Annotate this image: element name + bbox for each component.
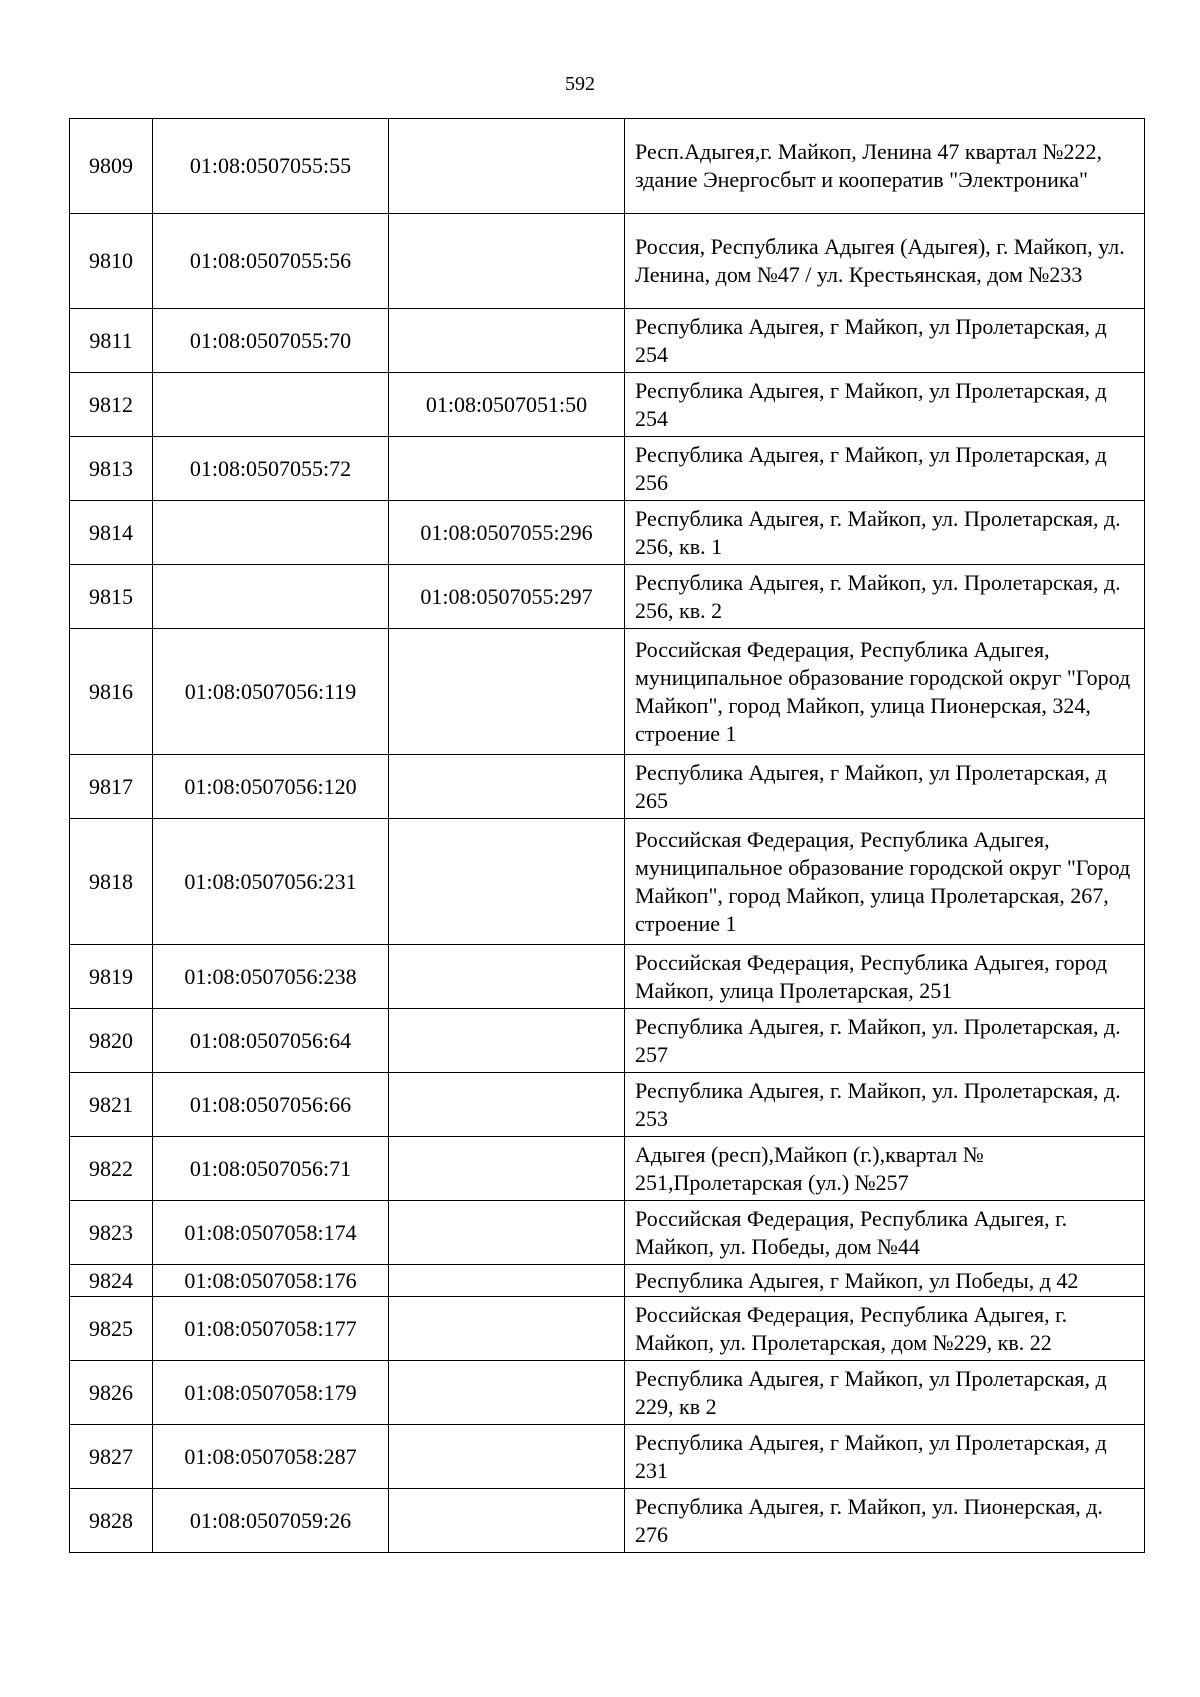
row-number: 9824: [70, 1265, 153, 1297]
address-cell: Республика Адыгея, г. Майкоп, ул. Пролетарская, д. 253: [625, 1073, 1145, 1137]
table-row: [70, 437, 1145, 501]
row-number: 9827: [70, 1425, 153, 1489]
table-row: [70, 214, 1145, 309]
object-cadastral-number: [389, 1361, 625, 1425]
land-cadastral-number: 01:08:0507058:179: [153, 1361, 389, 1425]
table-row: [70, 1137, 1145, 1201]
land-cadastral-number: 01:08:0507058:177: [153, 1297, 389, 1361]
table-row: [70, 755, 1145, 819]
land-cadastral-number: 01:08:0507059:26: [153, 1489, 389, 1553]
row-number: 9812: [70, 373, 153, 437]
object-cadastral-number: [389, 1073, 625, 1137]
land-cadastral-number: 01:08:0507056:64: [153, 1009, 389, 1073]
land-cadastral-number: 01:08:0507058:174: [153, 1201, 389, 1265]
address-cell: Республика Адыгея, г Майкоп, ул Пролетарская, д 231: [625, 1425, 1145, 1489]
row-number: 9826: [70, 1361, 153, 1425]
row-number: 9814: [70, 501, 153, 565]
table-row: [70, 373, 1145, 437]
row-number: 9818: [70, 819, 153, 945]
land-cadastral-number: 01:08:0507055:70: [153, 309, 389, 373]
table-row: [70, 819, 1145, 945]
address-cell: Российская Федерация, Республика Адыгея, г. Майкоп, ул. Победы, дом №44: [625, 1201, 1145, 1265]
land-cadastral-number: [153, 501, 389, 565]
row-number: 9821: [70, 1073, 153, 1137]
row-number: 9809: [70, 119, 153, 214]
land-cadastral-number: [153, 373, 389, 437]
object-cadastral-number: [389, 214, 625, 309]
table-row: [70, 1265, 1145, 1297]
object-cadastral-number: [389, 1201, 625, 1265]
object-cadastral-number: [389, 119, 625, 214]
land-cadastral-number: 01:08:0507056:120: [153, 755, 389, 819]
object-cadastral-number: [389, 1297, 625, 1361]
table-row: [70, 1073, 1145, 1137]
address-cell: Республика Адыгея, г Майкоп, ул Пролетарская, д 229, кв 2: [625, 1361, 1145, 1425]
address-cell: Республика Адыгея, г. Майкоп, ул. Пролетарская, д. 257: [625, 1009, 1145, 1073]
row-number: 9828: [70, 1489, 153, 1553]
table-row: [70, 629, 1145, 755]
object-cadastral-number: [389, 755, 625, 819]
land-cadastral-number: 01:08:0507056:238: [153, 945, 389, 1009]
address-cell: Российская Федерация, Республика Адыгея, город Майкоп, улица Пролетарская, 251: [625, 945, 1145, 1009]
row-number: 9810: [70, 214, 153, 309]
land-cadastral-number: 01:08:0507058:287: [153, 1425, 389, 1489]
land-cadastral-number: 01:08:0507055:55: [153, 119, 389, 214]
table-row: [70, 1297, 1145, 1361]
address-cell: Респ.Адыгея,г. Майкоп, Ленина 47 квартал №222, здание Энергосбыт и кооператив "Электроника": [625, 119, 1145, 214]
object-cadastral-number: [389, 629, 625, 755]
row-number: 9823: [70, 1201, 153, 1265]
table-row: [70, 945, 1145, 1009]
object-cadastral-number: 01:08:0507051:50: [389, 373, 625, 437]
row-number: 9822: [70, 1137, 153, 1201]
land-cadastral-number: 01:08:0507058:176: [153, 1265, 389, 1297]
table-row: [70, 1489, 1145, 1553]
address-cell: Республика Адыгея, г Майкоп, ул Пролетарская, д 254: [625, 309, 1145, 373]
object-cadastral-number: [389, 1425, 625, 1489]
object-cadastral-number: [389, 1265, 625, 1297]
land-cadastral-number: 01:08:0507056:66: [153, 1073, 389, 1137]
address-cell: Республика Адыгея, г Майкоп, ул Пролетарская, д 254: [625, 373, 1145, 437]
land-cadastral-number: [153, 565, 389, 629]
row-number: 9820: [70, 1009, 153, 1073]
table-row: [70, 565, 1145, 629]
address-cell: Российская Федерация, Республика Адыгея, г. Майкоп, ул. Пролетарская, дом №229, кв. 22: [625, 1297, 1145, 1361]
land-cadastral-number: 01:08:0507056:231: [153, 819, 389, 945]
object-cadastral-number: 01:08:0507055:297: [389, 565, 625, 629]
table-row: [70, 1201, 1145, 1265]
object-cadastral-number: [389, 1137, 625, 1201]
object-cadastral-number: [389, 945, 625, 1009]
address-cell: Республика Адыгея, г Майкоп, ул Победы, д 42: [625, 1265, 1145, 1297]
object-cadastral-number: [389, 1489, 625, 1553]
row-number: 9825: [70, 1297, 153, 1361]
page-number: 592: [565, 73, 595, 95]
row-number: 9819: [70, 945, 153, 1009]
land-cadastral-number: 01:08:0507055:56: [153, 214, 389, 309]
address-cell: Республика Адыгея, г. Майкоп, ул. Пролетарская, д. 256, кв. 2: [625, 565, 1145, 629]
land-cadastral-number: 01:08:0507056:119: [153, 629, 389, 755]
table-row: [70, 501, 1145, 565]
object-cadastral-number: [389, 819, 625, 945]
object-cadastral-number: [389, 1009, 625, 1073]
row-number: 9815: [70, 565, 153, 629]
object-cadastral-number: [389, 437, 625, 501]
table-row: [70, 1009, 1145, 1073]
row-number: 9817: [70, 755, 153, 819]
address-cell: Российская Федерация, Республика Адыгея, муниципальное образование городской округ "Город Майкоп", город Майкоп, улица Пролетарская, 267, строение 1: [625, 819, 1145, 945]
object-cadastral-number: [389, 309, 625, 373]
table-row: [70, 309, 1145, 373]
row-number: 9813: [70, 437, 153, 501]
address-cell: Россия, Республика Адыгея (Адыгея), г. Майкоп, ул. Ленина, дом №47 / ул. Крестьянская, дом №233: [625, 214, 1145, 309]
object-cadastral-number: 01:08:0507055:296: [389, 501, 625, 565]
land-cadastral-number: 01:08:0507056:71: [153, 1137, 389, 1201]
table-row: [70, 119, 1145, 214]
address-cell: Республика Адыгея, г Майкоп, ул Пролетарская, д 265: [625, 755, 1145, 819]
row-number: 9816: [70, 629, 153, 755]
table-row: [70, 1425, 1145, 1489]
address-cell: Адыгея (респ),Майкоп (г.),квартал № 251,Пролетарская (ул.) №257: [625, 1137, 1145, 1201]
row-number: 9811: [70, 309, 153, 373]
address-cell: Российская Федерация, Республика Адыгея, муниципальное образование городской округ "Город Майкоп", город Майкоп, улица Пионерская, 324, строение 1: [625, 629, 1145, 755]
address-cell: Республика Адыгея, г Майкоп, ул Пролетарская, д 256: [625, 437, 1145, 501]
address-cell: Республика Адыгея, г. Майкоп, ул. Пролетарская, д. 256, кв. 1: [625, 501, 1145, 565]
land-cadastral-number: 01:08:0507055:72: [153, 437, 389, 501]
registry-table: [69, 118, 1145, 1553]
table-row: [70, 1361, 1145, 1425]
address-cell: Республика Адыгея, г. Майкоп, ул. Пионерская, д. 276: [625, 1489, 1145, 1553]
